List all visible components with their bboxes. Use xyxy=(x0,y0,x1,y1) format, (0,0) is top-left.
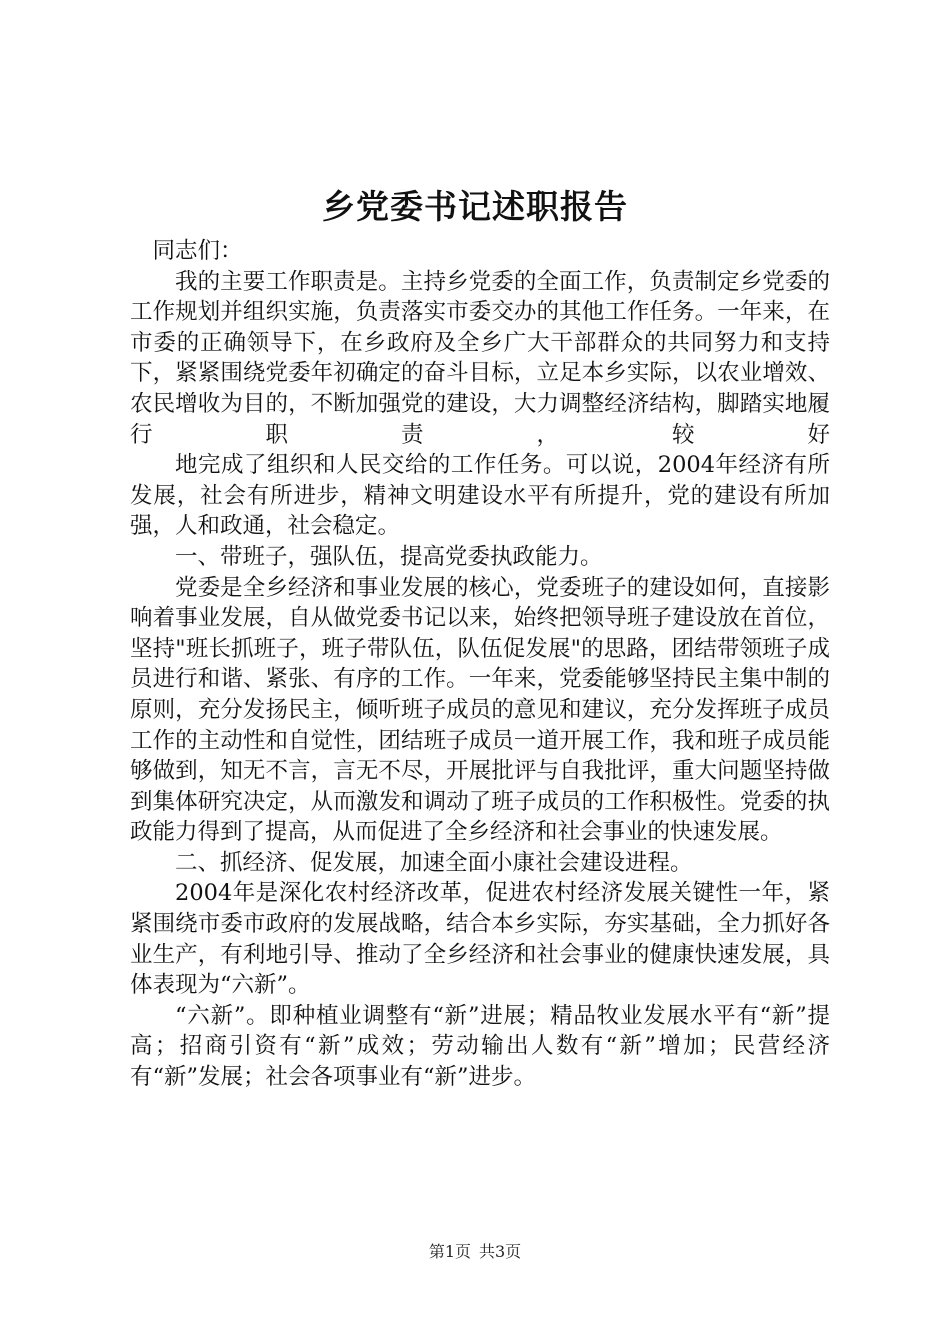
paragraph-economy: 2004年是深化农村经济改革，促进农村经济发展关键性一年，紧紧围绕市委市政府的发展战略，结合本乡实际，夯实基础，全力抓好各业生产，有利地引导、推动了全乡经济和社会事业的健康快速发展，具体表现为“六新”。 xyxy=(130,880,830,999)
page-number: 第1页 xyxy=(428,1242,471,1261)
paragraph-summary: 地完成了组织和人民交给的工作任务。可以说，2004年经济有所发展，社会有所进步，精神文明建设水平有所提升，党的建设有所加强，人和政通，社会稳定。 xyxy=(130,452,830,540)
paragraph-six-new: “六新”。即种植业调整有“新”进展；精品牧业发展水平有“新”提高；招商引资有“新”成效；劳动输出人数有“新”增加；民营经济有“新”发展；社会各项事业有“新”进步。 xyxy=(130,1002,830,1091)
section-heading-1: 一、带班子，强队伍，提高党委执政能力。 xyxy=(175,543,603,570)
page-total: 共3页 xyxy=(479,1242,522,1261)
page-footer xyxy=(0,1240,950,1264)
document-title: 乡党委书记述职报告 xyxy=(322,187,628,226)
paragraph-duties: 我的主要工作职责是。主持乡党委的全面工作，负责制定乡党委的工作规划并组织实施，负责落实市委交办的其他工作任务。一年来，在市委的正确领导下，在乡政府及全乡广大干部群众的共同努力和支持下，紧紧围绕党委年初确定的奋斗目标，立足本乡实际，以农业增效、农民增收为目的，不断加强党的建设，大力调整经济结构，脚踏实地履行职责，较好 xyxy=(130,268,830,448)
section-heading-2: 二、抓经济、促发展，加速全面小康社会建设进程。 xyxy=(175,849,693,876)
greeting: 同志们： xyxy=(152,238,243,264)
document-body xyxy=(130,236,830,1093)
paragraph-team-building: 党委是全乡经济和事业发展的核心，党委班子的建设如何，直接影响着事业发展，自从做党委书记以来，始终把领导班子建设放在首位，坚持"班长抓班子，班子带队伍，队伍促发展"的思路，团结带领班子成员进行和谐、紧张、有序的工作。一年来，党委能够坚持民主集中制的原则，充分发扬民主，倾听班子成员的意见和建议，充分发挥班子成员工作的主动性和自觉性，团结班子成员一道开展工作，我和班子成员能够做到，知无不言，言无不尽，开展批评与自我批评，重大问题坚持做到集体研究决定，从而激发和调动了班子成员的工作积极性。党委的执政能力得到了提高，从而促进了全乡经济和社会事业的快速发展。 xyxy=(130,574,830,846)
